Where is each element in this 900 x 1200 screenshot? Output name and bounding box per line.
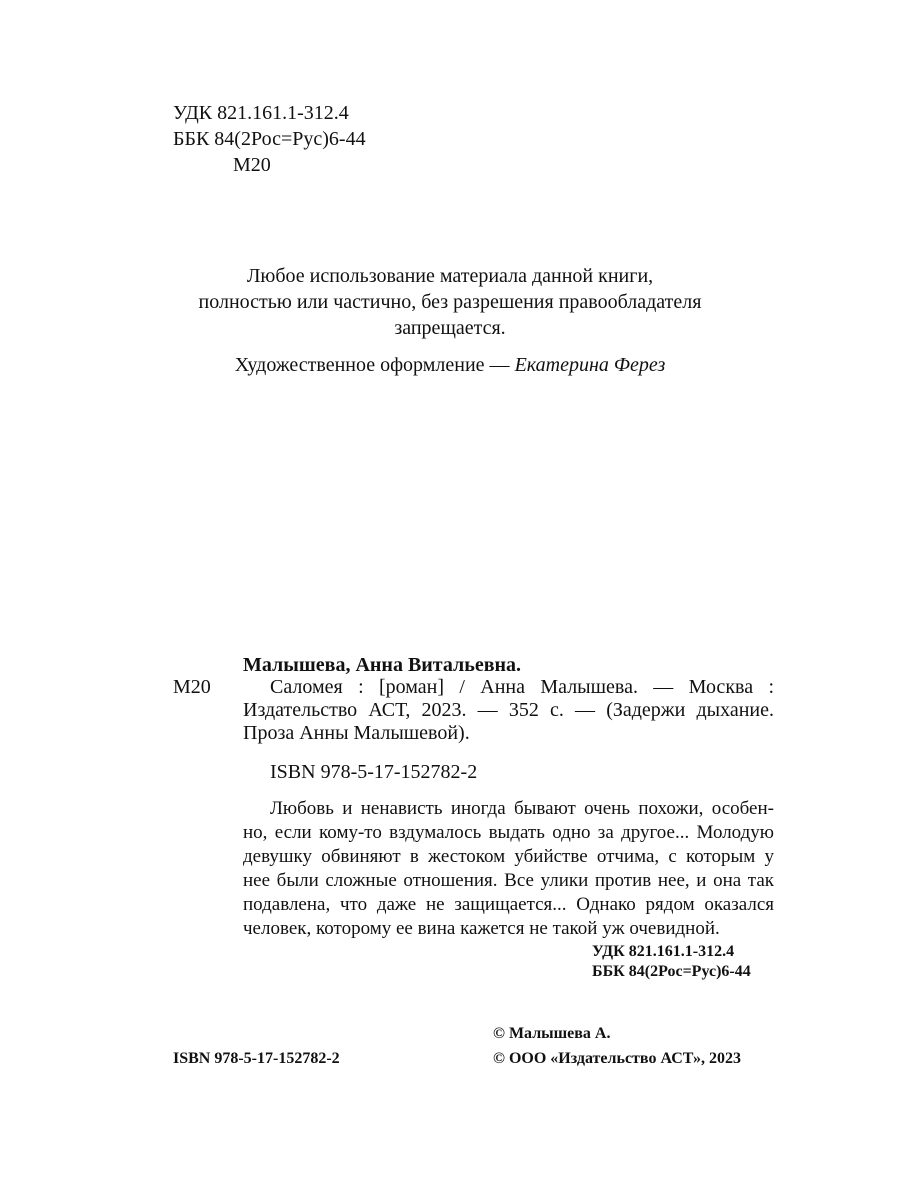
catalog-udk: УДК 821.161.1-312.4 (592, 943, 735, 960)
notice-line-2: полностью или частично, без разрешения правообладателя (198, 291, 702, 313)
annotation-line-5: подавлена, что даже не защищается... Однако рядом оказался (243, 894, 774, 915)
catalog-isbn: ISBN 978-5-17-152782-2 (270, 761, 478, 783)
annotation-line-6: человек, которому ее вина кажется не такой уж очевидной. (243, 918, 720, 939)
design-credit-label: Художественное оформление — (234, 354, 510, 376)
annotation-line-3: девушку обвиняют в жестоком убийстве отчима, с которым у (243, 846, 774, 867)
header-author-mark: М20 (233, 154, 271, 176)
catalog-description-line-3: Проза Анны Малышевой). (243, 722, 470, 744)
catalog-description-line-1: Саломея : [роман] / Анна Малышева. — Москва : (270, 676, 774, 698)
header-udk: УДК 821.161.1-312.4 (173, 102, 349, 124)
notice-line-1: Любое использование материала данной книги, (246, 265, 654, 287)
annotation-line-4: нее были сложные отношения. Все улики против нее, и она так (243, 870, 774, 891)
footer-copyright-publisher: © ООО «Издательство АСТ», 2023 (493, 1050, 742, 1067)
design-credit (0, 353, 900, 377)
catalog-author-mark: М20 (173, 676, 211, 698)
footer-copyright-author: © Малышева А. (493, 1025, 611, 1042)
notice-line-3: запрещается. (394, 317, 506, 339)
header-bbk: ББК 84(2Рос=Рус)6-44 (173, 128, 366, 150)
catalog-author: Малышева, Анна Витальевна. (243, 654, 522, 676)
design-credit-name: Екатерина Ферез (514, 354, 666, 376)
catalog-description-line-2: Издательство АСТ, 2023. — 352 с. — (Задержи дыхание. (243, 699, 774, 721)
footer-isbn: ISBN 978-5-17-152782-2 (173, 1050, 340, 1067)
annotation-line-1: Любовь и ненависть иногда бывают очень похожи, особен- (270, 798, 774, 819)
annotation-line-2: но, если кому-то вздумалось выдать одно за другое... Молодую (243, 822, 774, 843)
catalog-bbk: ББК 84(2Рос=Рус)6-44 (592, 963, 751, 980)
